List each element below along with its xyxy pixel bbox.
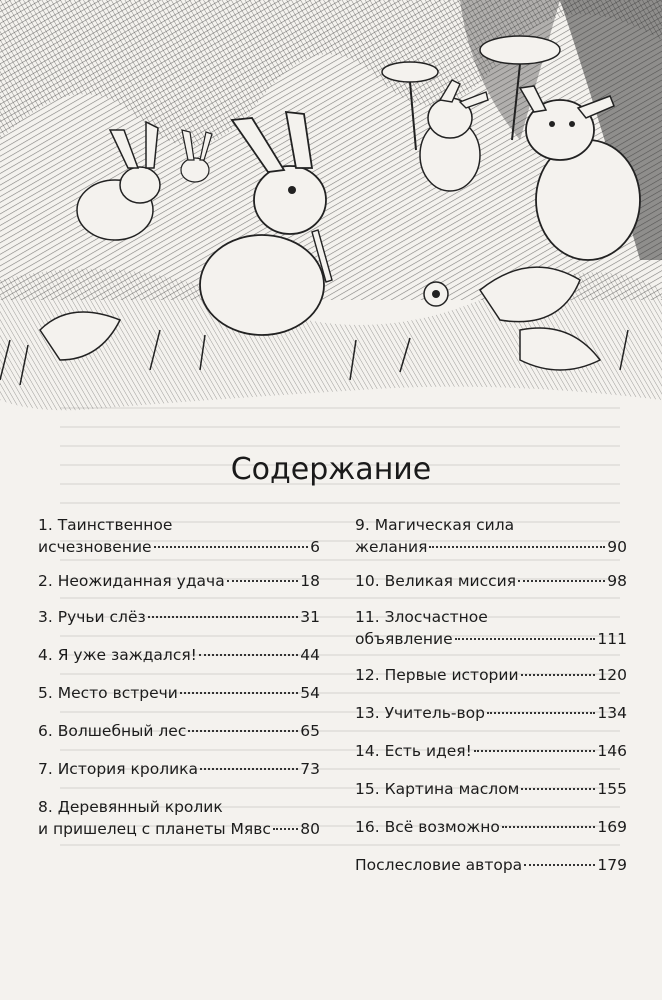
dot-leader <box>180 692 298 694</box>
toc-entry-page-number: 18 <box>300 572 320 590</box>
toc-entry-page-number: 111 <box>597 630 627 648</box>
toc-entry[interactable] <box>38 796 320 840</box>
toc-entry-page-number: 120 <box>597 666 627 684</box>
toc-title: Содержание <box>230 452 432 487</box>
toc-entry-title-line: 9. Магическая сила <box>355 516 515 534</box>
toc-entry-title-line: 1. Таинственное <box>38 516 173 534</box>
toc-entry[interactable] <box>355 514 627 558</box>
toc-entry-page-number: 90 <box>607 538 627 556</box>
toc-entry[interactable] <box>355 740 627 762</box>
toc-entry-page-number: 146 <box>597 742 627 760</box>
toc-entry-title: желания <box>355 538 428 556</box>
toc-entry-title: 15. Картина маслом <box>355 780 520 798</box>
toc-entry[interactable] <box>38 570 320 592</box>
toc-entry-title: 6. Волшебный лес <box>38 722 187 740</box>
toc-entry[interactable] <box>355 778 627 800</box>
toc-entry-page-number: 80 <box>300 820 320 838</box>
dot-leader <box>502 826 596 828</box>
toc-entry[interactable] <box>355 702 627 724</box>
toc-entry[interactable] <box>355 816 627 838</box>
toc-entry-page-number: 179 <box>597 856 627 874</box>
toc-entry-page-number: 134 <box>597 704 627 722</box>
toc-right-column <box>355 514 627 892</box>
dot-leader <box>518 580 605 582</box>
toc-entry[interactable] <box>38 606 320 628</box>
toc-entry-page-number: 98 <box>607 572 627 590</box>
toc-entry-title-line: 11. Злосчастное <box>355 608 488 626</box>
dot-leader <box>273 828 298 830</box>
toc-entry[interactable] <box>355 854 627 876</box>
toc-entry[interactable] <box>38 758 320 780</box>
toc-entry-title: 14. Есть идея! <box>355 742 472 760</box>
toc-entry-title: 16. Всё возможно <box>355 818 500 836</box>
rabbits-forest-illustration <box>0 0 662 420</box>
toc-entry-title: 12. Первые истории <box>355 666 519 684</box>
toc-entry-title-line: 8. Деревянный кролик <box>38 798 223 816</box>
toc-entry-title: 3. Ручьи слёз <box>38 608 146 626</box>
dot-leader <box>227 580 299 582</box>
toc-entry-page-number: 155 <box>597 780 627 798</box>
dot-leader <box>521 788 595 790</box>
toc-entry-page-number: 44 <box>300 646 320 664</box>
toc-left-column <box>38 514 320 856</box>
toc-entry[interactable] <box>355 570 627 592</box>
toc-entry-title: объявление <box>355 630 453 648</box>
toc-entry-page-number: 6 <box>310 538 320 556</box>
toc-entry-title: 13. Учитель-вор <box>355 704 485 722</box>
dot-leader <box>199 654 298 656</box>
dot-leader <box>429 546 605 548</box>
toc-entry-title: исчезновение <box>38 538 152 556</box>
dot-leader <box>154 546 309 548</box>
dot-leader <box>455 638 596 640</box>
toc-entry-title: и пришелец с планеты Мявс <box>38 820 271 838</box>
dot-leader <box>200 768 298 770</box>
toc-entry-title: Послесловие автора <box>355 856 523 874</box>
toc-entry-title: 5. Место встречи <box>38 684 178 702</box>
toc-entry-page-number: 65 <box>300 722 320 740</box>
toc-entry-title: 4. Я уже заждался! <box>38 646 197 664</box>
toc-entry[interactable] <box>38 720 320 742</box>
toc-entry[interactable] <box>38 682 320 704</box>
toc-entry-title: 10. Великая миссия <box>355 572 517 590</box>
toc-entry[interactable] <box>38 644 320 666</box>
toc-entry-title: 2. Неожиданная удача <box>38 572 225 590</box>
toc-entry[interactable] <box>38 514 320 558</box>
toc-entry[interactable] <box>355 606 627 650</box>
toc-entry-title: 7. История кролика <box>38 760 199 778</box>
toc-entry-page-number: 73 <box>300 760 320 778</box>
toc-entry-page-number: 54 <box>300 684 320 702</box>
toc-entry-page-number: 31 <box>300 608 320 626</box>
dot-leader <box>148 616 299 618</box>
dot-leader <box>474 750 596 752</box>
dot-leader <box>521 674 596 676</box>
toc-entry-page-number: 169 <box>597 818 627 836</box>
dot-leader <box>188 730 298 732</box>
dot-leader <box>524 864 595 866</box>
dot-leader <box>487 712 595 714</box>
toc-entry[interactable] <box>355 664 627 686</box>
